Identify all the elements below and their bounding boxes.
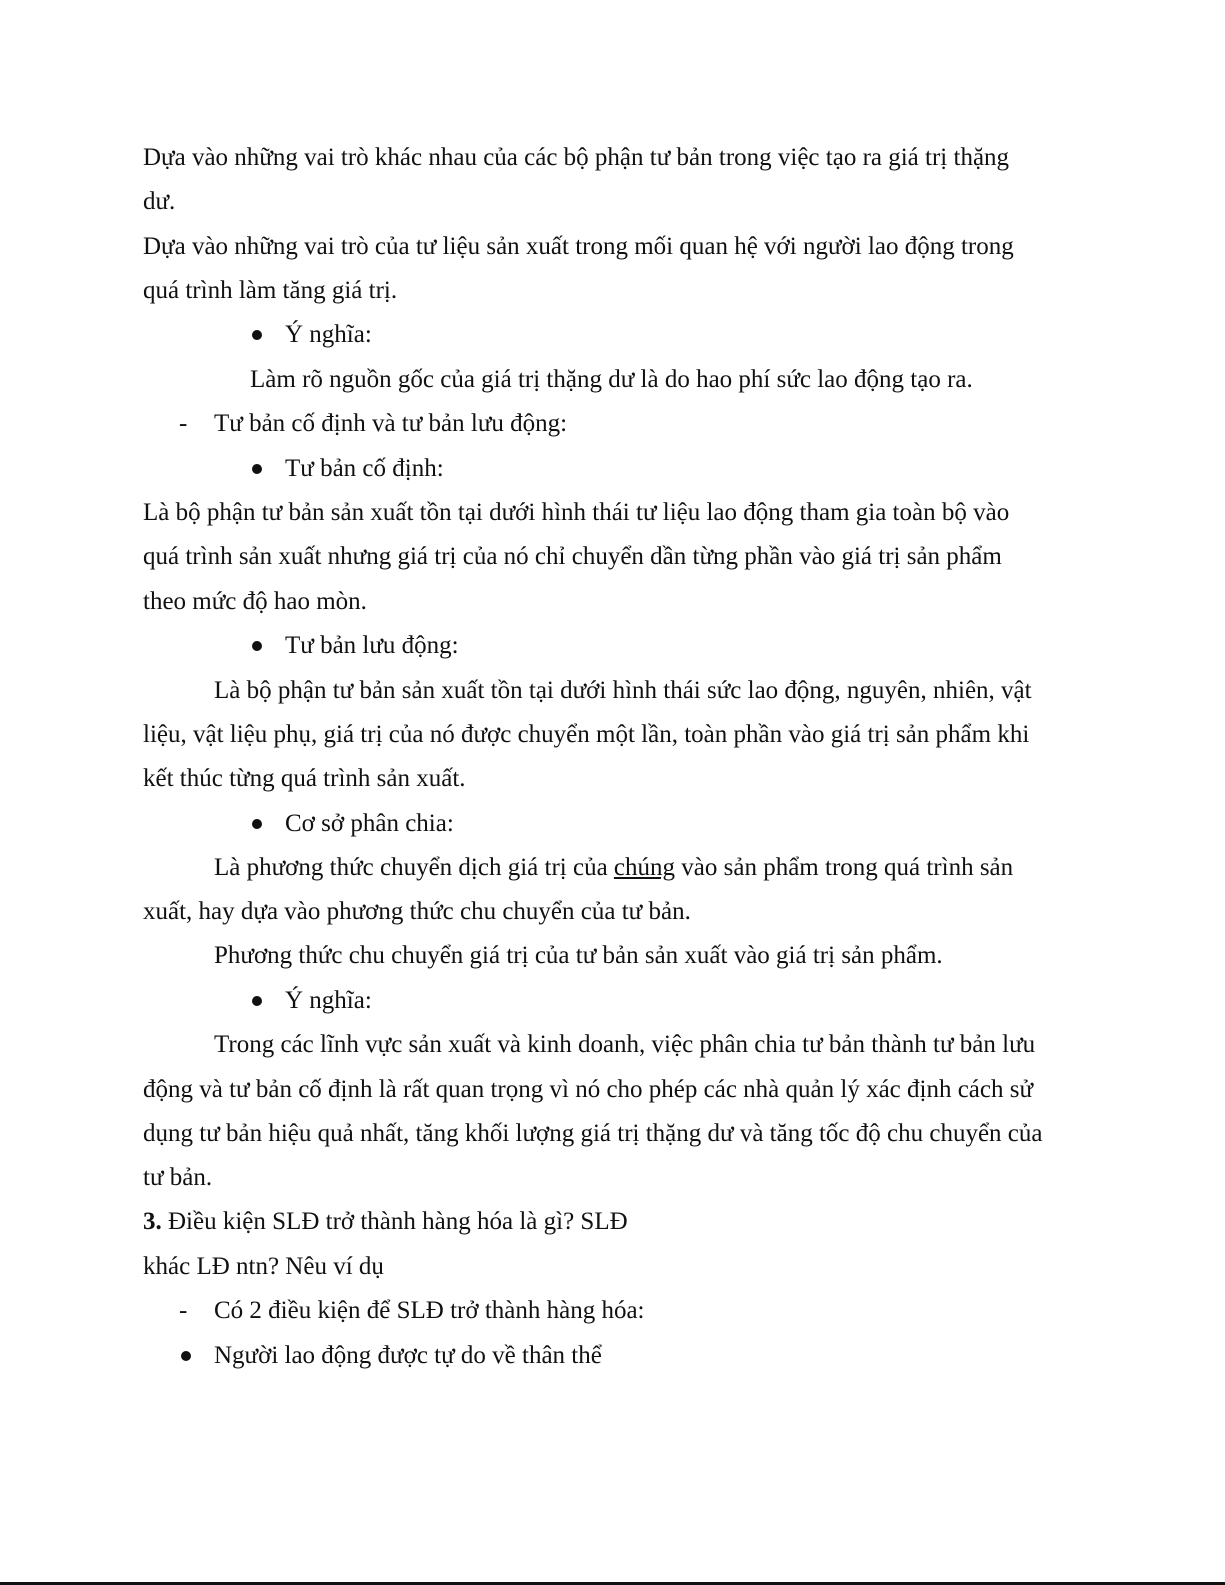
bullet-label: Tư bản cố định: (285, 455, 444, 482)
text-run: Là phương thức chuyển dịch giá trị của (214, 854, 614, 881)
bullet-icon (181, 1351, 191, 1361)
paragraph-line: kết thúc từng quá trình sản xuất. (143, 765, 466, 792)
paragraph-line: quá trình làm tăng giá trị. (143, 277, 398, 304)
paragraph-line: xuất, hay dựa vào phương thức chu chuyển của tư bản. (143, 898, 691, 925)
answer-bullet: Người lao động được tự do về thân thể (214, 1342, 602, 1369)
paragraph-line: dư. (143, 188, 176, 215)
paragraph-line: Trong các lĩnh vực sản xuất và kinh doanh, việc phân chia tư bản thành tư bản lưu (214, 1031, 1036, 1058)
paragraph-line: Dựa vào những vai trò của tư liệu sản xuất trong mối quan hệ với người lao động trong (143, 233, 1014, 260)
dash-marker: - (179, 410, 188, 437)
paragraph-line: Là bộ phận tư bản sản xuất tồn tại dưới hình thái sức lao động, nguyên, nhiên, vật (214, 677, 1032, 704)
bullet-icon (252, 330, 262, 340)
paragraph-line: động và tư bản cố định là rất quan trọng vì nó cho phép các nhà quản lý xác định cách sử (143, 1076, 1034, 1103)
bullet-icon (252, 996, 262, 1006)
question-heading (143, 1207, 628, 1237)
underlined-word: chúng (613, 854, 676, 881)
section-heading: Tư bản cố định và tư bản lưu động: (214, 410, 568, 437)
bullet-icon (252, 819, 262, 829)
paragraph-line: Làm rõ nguồn gốc của giá trị thặng dư là do hao phí sức lao động tạo ra. (250, 366, 973, 393)
paragraph-line: Phương thức chu chuyển giá trị của tư bản sản xuất vào giá trị sản phẩm. (214, 942, 943, 969)
paragraph-line: Dựa vào những vai trò khác nhau của các bộ phận tư bản trong việc tạo ra giá trị thặng (143, 144, 1010, 171)
bullet-icon (252, 464, 262, 474)
question-text: Điều kiện SLĐ trở thành hàng hóa là gì? SLĐ (161, 1208, 628, 1235)
bullet-label: Ý nghĩa: (285, 321, 372, 348)
paragraph-line: tư bản. (143, 1164, 213, 1191)
paragraph-line: theo mức độ hao mòn. (143, 588, 367, 615)
paragraph-line (214, 853, 1013, 883)
paragraph-line: Là bộ phận tư bản sản xuất tồn tại dưới hình thái tư liệu lao động tham gia toàn bộ vào (143, 499, 1010, 526)
paragraph-line: liệu, vật liệu phụ, giá trị của nó được chuyển một lần, toàn phần vào giá trị sản phẩm khi (143, 721, 1030, 748)
dash-marker: - (179, 1297, 188, 1324)
text-run: vào sản phẩm trong quá trình sản (675, 854, 1014, 881)
bullet-label: Ý nghĩa: (285, 987, 372, 1014)
question-heading: khác LĐ ntn? Nêu ví dụ (143, 1253, 384, 1280)
bullet-label: Cơ sở phân chia: (285, 810, 454, 837)
question-number: 3. (143, 1208, 162, 1235)
answer-intro: Có 2 điều kiện để SLĐ trở thành hàng hóa: (214, 1297, 645, 1324)
paragraph-line: dụng tư bản hiệu quả nhất, tăng khối lượng giá trị thặng dư và tăng tốc độ chu chuyển của (143, 1120, 1043, 1147)
bullet-label: Tư bản lưu động: (285, 632, 459, 659)
bullet-icon (252, 641, 262, 651)
paragraph-line: quá trình sản xuất nhưng giá trị của nó chỉ chuyển dần từng phần vào giá trị sản phẩm (143, 543, 1002, 570)
